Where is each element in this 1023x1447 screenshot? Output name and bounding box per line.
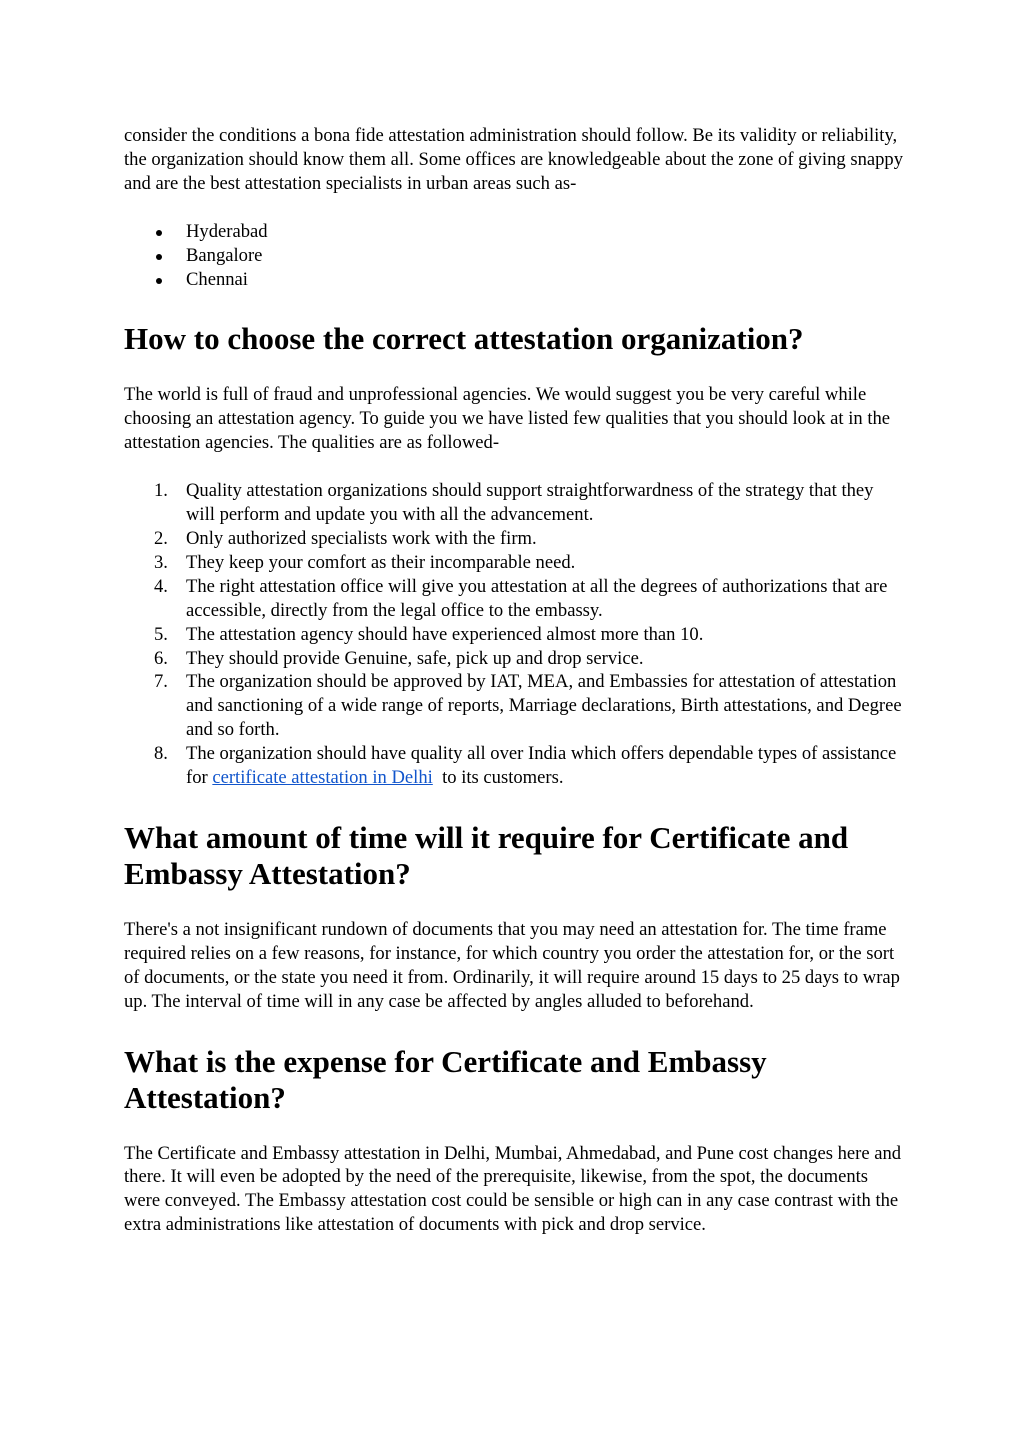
bullet-icon <box>156 278 162 284</box>
list-item <box>124 623 904 647</box>
list-item <box>124 244 904 268</box>
quality-text: The organization should be approved by IAT, MEA, and Embassies for attestation of attestation and sanctioning of a wide range of reports, Marriage declarations, Birth attestations, and Degree and so forth. <box>186 671 902 741</box>
quality-text: The right attestation office will give you attestation at all the degrees of authorizations that are accessible, directly from the legal office to the embassy. <box>186 575 888 621</box>
list-number: 1. <box>154 480 168 502</box>
list-item <box>124 670 904 742</box>
certificate-attestation-link[interactable]: certificate attestation in Delhi <box>212 767 433 789</box>
quality-text-after-link: to its customers. <box>432 767 564 789</box>
quality-text: They keep your comfort as their incomparable need. <box>186 551 576 573</box>
list-item <box>124 527 904 551</box>
bullet-icon <box>156 230 162 236</box>
city-label: Bangalore <box>186 244 263 266</box>
choose-paragraph: The world is full of fraud and unprofessional agencies. We would suggest you be very careful while choosing an attestation agency. To guide you we have listed few qualities that you should look at in the attestation agencies. The qualities are as followed- <box>124 384 891 454</box>
bullet-icon <box>156 254 162 260</box>
list-item <box>124 551 904 575</box>
quality-text: Only authorized specialists work with the firm. <box>186 527 537 549</box>
list-item <box>124 575 904 623</box>
city-label: Chennai <box>186 268 248 290</box>
intro-paragraph: consider the conditions a bona fide attestation administration should follow. Be its validity or reliability, the organization should know them all. Some offices are knowledgeable about the zone of giving snappy and are the best attestation specialists in urban areas such as- <box>124 125 904 194</box>
list-number: 6. <box>154 647 168 669</box>
list-item <box>124 742 904 790</box>
city-label: Hyderabad <box>186 220 268 242</box>
list-number: 2. <box>154 527 168 549</box>
list-number: 4. <box>154 575 168 597</box>
list-number: 5. <box>154 623 168 645</box>
section-heading-choose: How to choose the correct attestation organization? <box>124 321 804 357</box>
city-list <box>124 220 904 292</box>
list-item <box>124 220 904 244</box>
list-item <box>124 268 904 292</box>
list-number: 3. <box>154 551 168 573</box>
document-page <box>124 124 904 1237</box>
list-number: 8. <box>154 743 168 765</box>
section-heading-cost: What is the expense for Certificate and Embassy Attestation? <box>124 1043 767 1115</box>
quality-text: The attestation agency should have experienced almost more than 10. <box>186 623 704 645</box>
quality-text: Quality attestation organizations should support straightforwardness of the strategy that they will perform and update you with all the advancement. <box>186 480 874 526</box>
quality-text-before-link: The organization should have quality all over India which offers dependable types of assistance for <box>186 743 897 789</box>
cost-paragraph: The Certificate and Embassy attestation in Delhi, Mumbai, Ahmedabad, and Pune cost changes here and there. It will even be adopted by the need of the prerequisite, likewise, from the spot, the documents were conveyed. The Embassy attestation cost could be sensible or high can in any case contrast with the extra administrations like attestation of documents with pick and drop service. <box>124 1142 902 1236</box>
time-paragraph: There's a not insignificant rundown of documents that you may need an attestation for. The time frame required relies on a few reasons, for instance, for which country you order the attestation for, or the sort of documents, or the state you need it from. Ordinarily, it will require around 15 days to 25 days to wrap up. The interval of time will in any case be affected by angles alluded to beforehand. <box>124 918 900 1012</box>
list-number: 7. <box>154 671 168 693</box>
list-item <box>124 647 904 671</box>
qualities-list <box>124 479 904 790</box>
quality-text: They should provide Genuine, safe, pick up and drop service. <box>186 647 644 669</box>
section-heading-time: What amount of time will it require for Certificate and Embassy Attestation? <box>124 819 849 891</box>
list-item <box>124 479 904 527</box>
